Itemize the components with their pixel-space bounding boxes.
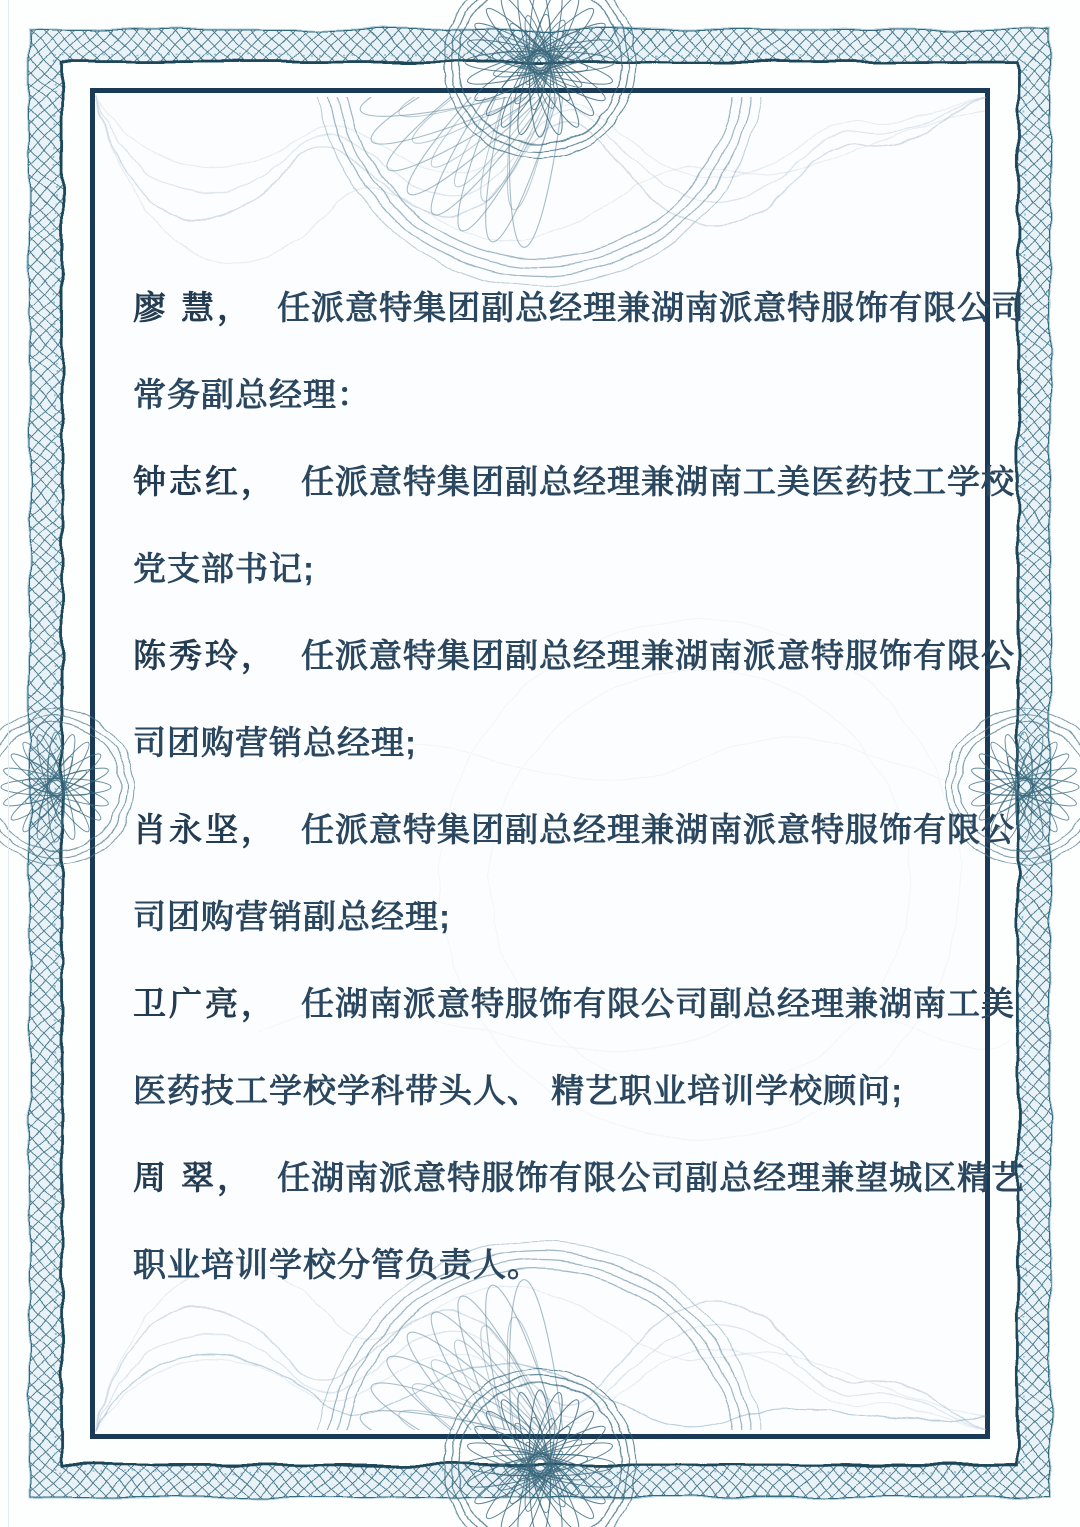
line-text: 任派意特集团副总经理兼湖南派意特服饰有限公 <box>301 811 1015 848</box>
line-text: 任派意特集团副总经理兼湖南工美医药技工学校 <box>301 463 1015 500</box>
text-line <box>133 1045 978 1132</box>
person-name: 周 翠， <box>133 1159 254 1196</box>
line-text: 司团购营销总经理; <box>133 724 417 761</box>
person-name: 卫广亮， <box>133 985 277 1022</box>
text-line <box>133 523 978 610</box>
line-text: 任湖南派意特服饰有限公司副总经理兼望城区精艺 <box>277 1159 1026 1196</box>
person-name: 肖永坚， <box>133 811 277 848</box>
line-text: 任湖南派意特服饰有限公司副总经理兼湖南工美 <box>301 985 1015 1022</box>
text-line <box>133 349 978 436</box>
text-line <box>133 436 1015 523</box>
text-line <box>133 1219 978 1306</box>
text-line <box>133 958 1015 1045</box>
line-text: 医药技工学校学科带头人、 精艺职业培训学校顾问; <box>133 1072 904 1109</box>
text-line <box>133 262 1026 349</box>
line-text: 常务副总经理： <box>133 376 371 413</box>
person-name: 钟志红， <box>133 463 277 500</box>
person-name: 廖 慧， <box>133 289 254 326</box>
appointment-text-body <box>133 262 1026 1306</box>
text-line <box>133 697 978 784</box>
text-line <box>133 784 1015 871</box>
text-line <box>133 1132 1026 1219</box>
line-text: 司团购营销副总经理; <box>133 898 451 935</box>
line-text: 职业培训学校分管负责人。 <box>133 1246 541 1283</box>
scan-edge-line <box>8 0 9 1527</box>
text-line <box>133 871 978 958</box>
line-text: 党支部书记; <box>133 550 315 587</box>
text-line <box>133 610 1015 697</box>
line-text: 任派意特集团副总经理兼湖南派意特服饰有限公 <box>301 637 1015 674</box>
line-text: 任派意特集团副总经理兼湖南派意特服饰有限公司 <box>277 289 1026 326</box>
person-name: 陈秀玲， <box>133 637 277 674</box>
